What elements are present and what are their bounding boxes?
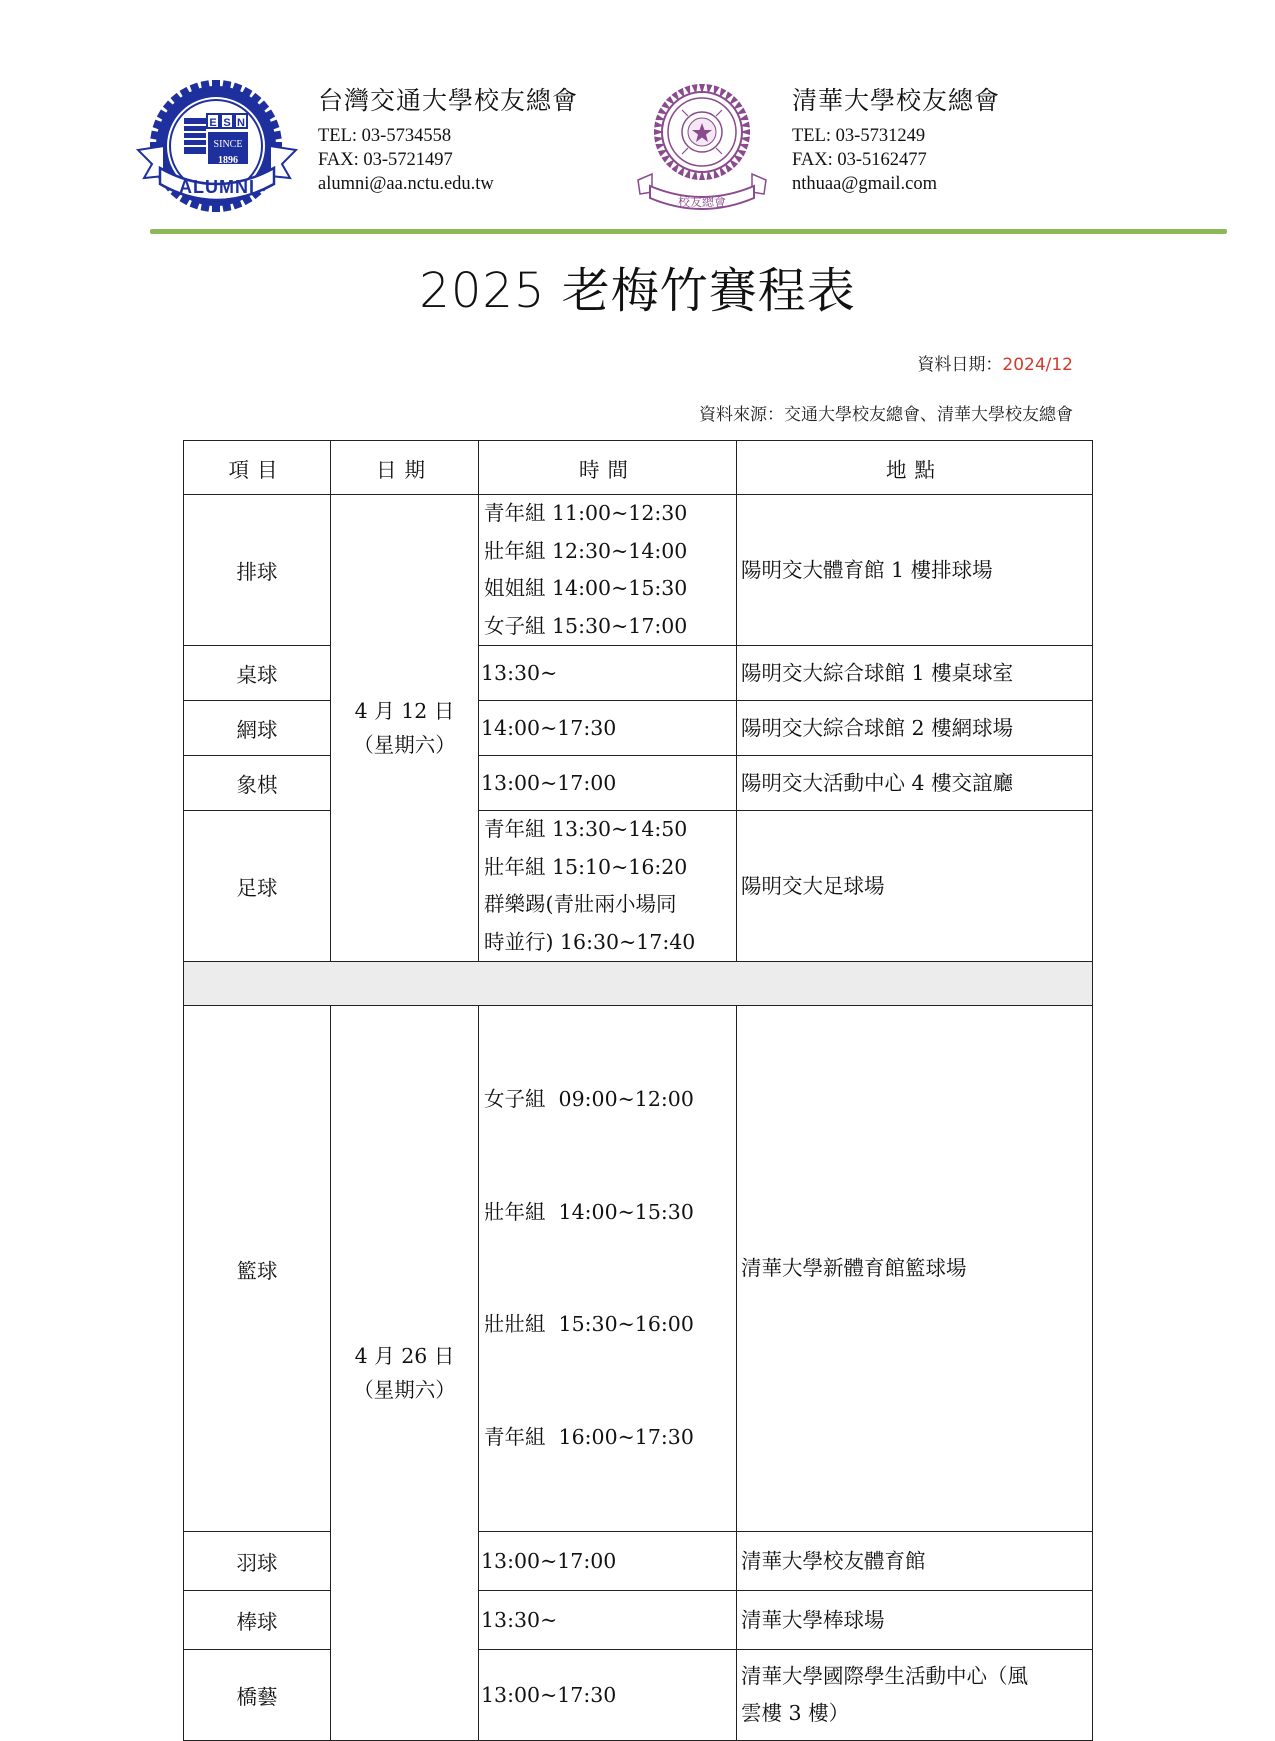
- table-row: [184, 1532, 1093, 1591]
- table-row: [184, 495, 1093, 646]
- item-cell: 羽球: [184, 1532, 331, 1591]
- time-cell: [479, 811, 737, 962]
- left-org-name: 台灣交通大學校友總會: [318, 86, 579, 115]
- location-line: 雲樓 3 樓）: [741, 1701, 850, 1725]
- time-line: 壯年組 15:10~16:20: [484, 854, 688, 879]
- document-title: 2025 老梅竹賽程表: [419, 263, 856, 319]
- location-cell: [737, 1650, 1093, 1741]
- time-line: 青年組 11:00~12:30: [484, 501, 688, 525]
- location-cell: 陽明交大體育館 1 樓排球場: [737, 495, 1093, 646]
- item-cell: 足球: [184, 811, 331, 962]
- time-cell: 14:00~17:30: [479, 701, 737, 756]
- time-line: 女子組 09:00~12:00: [484, 1087, 694, 1111]
- item-cell: 排球: [184, 495, 331, 646]
- svg-text:1896: 1896: [218, 155, 238, 166]
- location-line: 清華大學國際學生活動中心（風: [741, 1664, 1028, 1688]
- time-cell: 13:30~: [479, 1591, 737, 1650]
- table-row: [184, 646, 1093, 701]
- header-divider: [150, 229, 1227, 234]
- svg-text:S: S: [223, 117, 231, 129]
- left-org-email: alumni@aa.nctu.edu.tw: [318, 174, 494, 194]
- date-2-weekday: （星期六）: [353, 1378, 456, 1402]
- table-row: [184, 1650, 1093, 1741]
- location-cell: 陽明交大活動中心 4 樓交誼廳: [737, 756, 1093, 811]
- left-org-tel: TEL: 03-5734558: [318, 126, 452, 146]
- right-org-tel: TEL: 03-5731249: [792, 126, 926, 146]
- header-location: 地點: [737, 441, 1093, 495]
- item-cell: 籃球: [184, 1006, 331, 1532]
- time-line: 青年組 16:00~17:30: [484, 1424, 694, 1449]
- left-org-info: [318, 86, 578, 196]
- svg-text:E: E: [209, 117, 217, 129]
- schedule-table: [183, 440, 1093, 1741]
- nctu-alumni-logo: [134, 80, 300, 220]
- location-cell: 陽明交大綜合球館 2 樓網球場: [737, 701, 1093, 756]
- location-cell: 清華大學校友體育館: [737, 1532, 1093, 1591]
- table-header-row: [184, 441, 1093, 495]
- right-org-email: nthuaa@gmail.com: [792, 174, 937, 194]
- gear-tooth: [222, 80, 232, 91]
- header-date: 日期: [331, 441, 479, 495]
- gear-tooth: [212, 202, 220, 212]
- right-org-info: [792, 86, 1000, 196]
- data-date-label: 資料日期：: [917, 355, 1003, 375]
- item-cell: 棒球: [184, 1591, 331, 1650]
- time-line: 壯年組 14:00~15:30: [484, 1199, 694, 1224]
- data-date-value: 2024/12: [1002, 355, 1073, 375]
- right-org-name: 清華大學校友總會: [792, 86, 1001, 115]
- time-line: 壯年組 12:30~14:00: [484, 538, 688, 563]
- separator-cell: [184, 962, 1093, 1006]
- time-line: 壯壯組 15:30~16:00: [484, 1312, 694, 1336]
- right-org-fax: FAX: 03-5162477: [792, 150, 927, 170]
- time-line: 女子組 15:30~17:00: [484, 613, 688, 638]
- item-cell: 象棋: [184, 756, 331, 811]
- location-cell: 清華大學棒球場: [737, 1591, 1093, 1650]
- svg-text:校友總會: 校友總會: [677, 195, 727, 209]
- date-1-day: 4 月 12 日: [354, 699, 455, 723]
- item-cell: 網球: [184, 701, 331, 756]
- gear-tooth: [270, 131, 281, 141]
- time-line: 姐姐組 14:00~15:30: [484, 576, 688, 600]
- time-cell: 13:30~: [479, 646, 737, 701]
- time-cell: 13:00~17:00: [479, 756, 737, 811]
- data-date: [917, 350, 1073, 375]
- date-1-weekday: （星期六）: [353, 733, 456, 757]
- left-org-fax: FAX: 03-5721497: [318, 150, 453, 170]
- time-line: 群樂踢(青壯兩小場同: [484, 892, 677, 916]
- svg-text:N: N: [237, 117, 245, 129]
- time-cell: [479, 495, 737, 646]
- date-cell-2: [331, 1006, 479, 1741]
- table-row: [184, 811, 1093, 962]
- table-row: [184, 1006, 1093, 1532]
- time-line: 青年組 13:30~14:50: [484, 817, 688, 841]
- data-source: 資料來源：交通大學校友總會、清華大學校友總會: [699, 405, 1073, 425]
- table-row: [184, 1591, 1093, 1650]
- location-cell: 陽明交大足球場: [737, 811, 1093, 962]
- location-cell: 清華大學新體育館籃球場: [737, 1006, 1093, 1532]
- nthu-alumni-seal: [632, 80, 772, 214]
- table-row: [184, 756, 1093, 811]
- svg-text:ALUMNI: ALUMNI: [179, 177, 255, 197]
- separator-row: [184, 962, 1093, 1006]
- item-cell: 橋藝: [184, 1650, 331, 1741]
- gear-tooth: [201, 80, 211, 91]
- gear-tooth: [150, 131, 161, 141]
- gear-tooth: [201, 200, 211, 211]
- time-cell: [479, 1006, 737, 1532]
- date-2-day: 4 月 26 日: [354, 1344, 455, 1368]
- gear-tooth: [222, 200, 232, 211]
- header-time: 時間: [479, 441, 737, 495]
- table-row: [184, 701, 1093, 756]
- location-cell: 陽明交大綜合球館 1 樓桌球室: [737, 646, 1093, 701]
- gear-tooth: [212, 80, 220, 90]
- svg-text:SINCE: SINCE: [213, 139, 243, 150]
- time-line: 時並行) 16:30~17:40: [484, 929, 696, 954]
- time-cell: 13:00~17:30: [479, 1650, 737, 1741]
- header-item: 項目: [184, 441, 331, 495]
- time-cell: 13:00~17:00: [479, 1532, 737, 1591]
- item-cell: 桌球: [184, 646, 331, 701]
- date-cell-1: [331, 495, 479, 962]
